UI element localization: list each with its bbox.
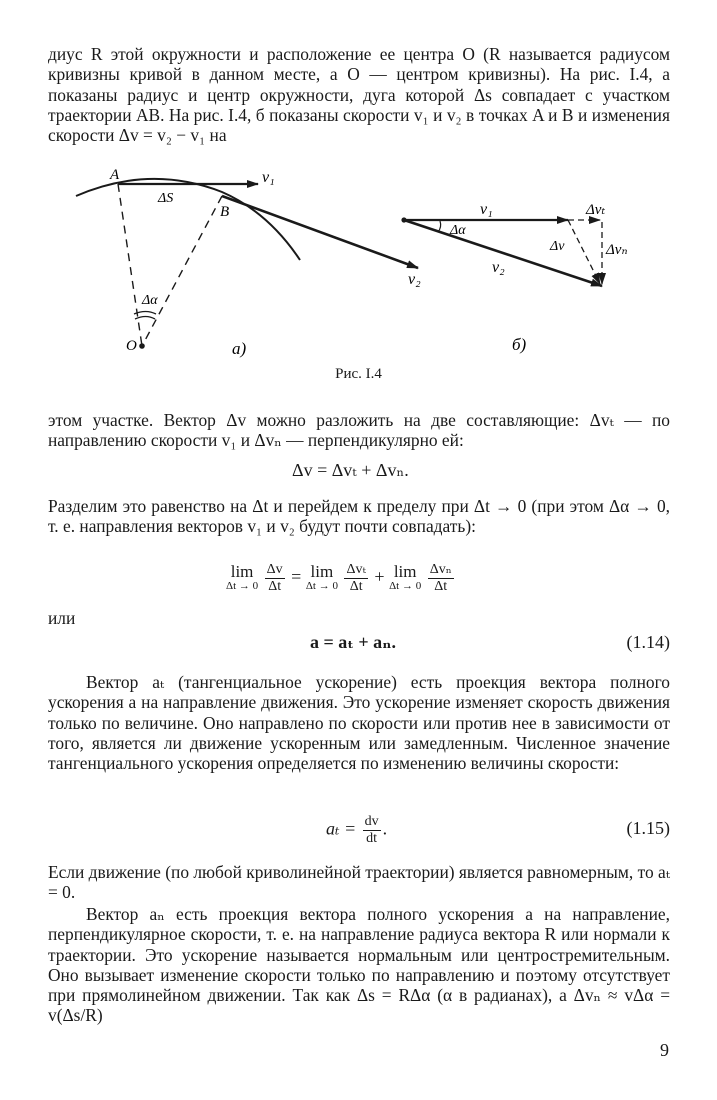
label-O: O	[126, 338, 137, 354]
page-number: 9	[660, 1040, 669, 1060]
label-v1-a: v₁	[262, 169, 275, 186]
trajectory-arc	[76, 179, 300, 260]
label-part-a: a)	[232, 339, 247, 358]
frac-den-3: Δt	[434, 579, 448, 594]
frac-num-2: Δvₜ	[346, 562, 366, 577]
label-ds: ΔS	[158, 191, 174, 206]
vector-v2-a	[222, 196, 418, 268]
label-v2-b: v₂	[492, 259, 505, 276]
eq4-den: dt	[366, 831, 378, 846]
frac-den-1: Δt	[268, 579, 282, 594]
vector-dv-b	[568, 220, 600, 284]
paragraph-decomposition: этом участке. Вектор Δv можно разложить на две составляющие: Δvₜ — по направлению скорости v₁ и Δvₙ — перпендикулярно ей:	[48, 410, 670, 451]
lim-sub-2: Δt → 0	[305, 579, 338, 592]
eq4-lhs: aₜ =	[326, 818, 357, 839]
figure-caption: Рис. I.4	[335, 366, 382, 382]
eq4-end: .	[382, 818, 388, 839]
equation-limit	[226, 562, 456, 595]
label-part-b: б)	[512, 335, 527, 354]
label-B: B	[220, 204, 230, 220]
equation-dv-sum: Δv = Δvₜ + Δvₙ.	[292, 460, 409, 480]
lim-1: lim	[230, 561, 254, 581]
lim-sub-3: Δt → 0	[389, 579, 422, 592]
frac-den-2: Δt	[349, 579, 363, 594]
paragraph-tangential: Вектор aₜ (тангенциальное ускорение) есть проекция вектора полного ускорения a на направление движения. Это ускорение изменяет скорость движения только по величине. Оно направлено по скорости или против нее в зависимости от того, является ли движение ускоренным или замедленным. Численное значение тангенциального ускорения определяется по изменению величины скорости:	[48, 672, 670, 774]
lim-3: lim	[393, 561, 417, 581]
equation-number-1-14: (1.14)	[626, 632, 670, 652]
paragraph-limit: Разделим это равенство на Δt и перейдем к пределу при Δt → 0 (при этом Δα → 0, т. е. направления векторов v₁ и v₂ будут почти совпадать):	[48, 496, 670, 537]
word-or: или	[48, 608, 76, 628]
label-v2-a: v₂	[408, 271, 421, 288]
equation-1-14: a = aₜ + aₙ.	[310, 632, 397, 652]
center-O	[139, 343, 145, 349]
equation-1-15	[326, 814, 387, 847]
label-dvn-b: Δvₙ	[606, 242, 628, 258]
label-A: A	[110, 167, 120, 183]
eq-sign: =	[291, 566, 302, 587]
frac-num-1: Δv	[266, 562, 283, 577]
radius-OA	[118, 184, 142, 346]
radius-OB	[142, 196, 222, 346]
eq4-num: dv	[364, 814, 379, 829]
paragraph-normal: Вектор aₙ есть проекция вектора полного ускорения a на направление, перпендикулярное скорости, т. е. на направление радиуса вектора R или нормали к траектории. Это ускорение называется нормальным или центростремительным. Оно вызывает изменение скорости только по направлению и поэтому отсутствует при прямолинейном движении. Так как Δs = RΔα (α в радианах), а Δvₙ ≈ vΔα = v(Δs/R)	[48, 904, 670, 1026]
frac-num-3: Δvₙ	[429, 562, 452, 577]
label-alpha-b: Δα	[450, 223, 466, 238]
label-dvt-b: Δvₜ	[586, 202, 606, 218]
lim-2: lim	[310, 561, 334, 581]
equation-number-1-15: (1.15)	[626, 818, 670, 838]
paragraph-intro: диус R этой окружности и расположение ее центра O (R называется радиусом кривизны кривой в данном месте, а O — центром кривизны). На рис. I.4, а показаны радиус и центр окружности, дуга которой Δs совпадает с участком траектории AB. На рис. I.4, б показаны скорости v₁ и v₂ в точках A и B и изменения скорости Δv = v₂ − v₁ на	[48, 44, 670, 146]
label-dv-b: Δv	[550, 239, 565, 254]
label-v1-b: v₁	[480, 201, 493, 218]
lim-sub-1: Δt → 0	[226, 579, 259, 592]
figure-1-4	[0, 162, 717, 362]
label-alpha-a: Δα	[142, 293, 158, 308]
paragraph-uniform: Если движение (по любой криволинейной траектории) является равномерным, то aₜ = 0.	[48, 862, 670, 903]
plus-sign: +	[374, 566, 385, 587]
